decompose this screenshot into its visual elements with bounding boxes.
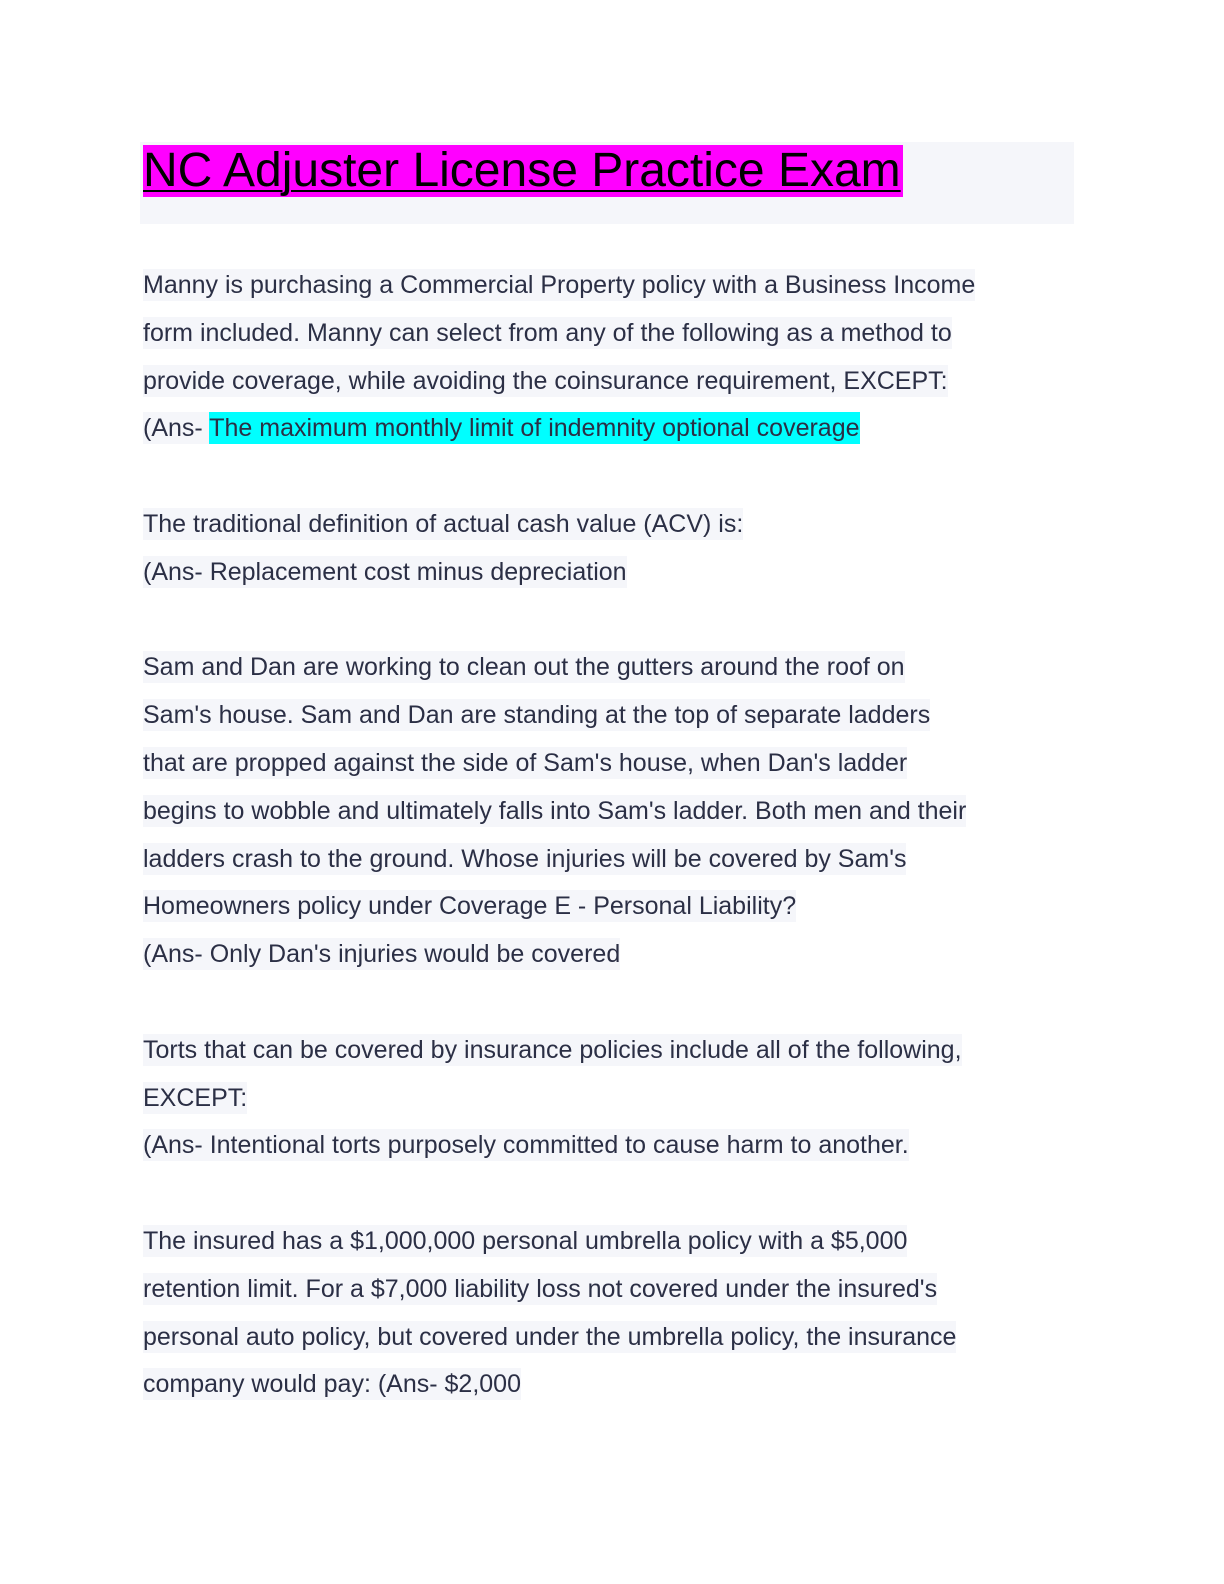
question-line: The insured has a $1,000,000 personal umbrella policy with a $5,000 [143,1226,908,1255]
answer-line [143,1361,1083,1409]
question-5 [143,1218,1083,1409]
question-line: that are propped against the side of Sam's house, when Dan's ladder [143,748,908,777]
answer-text: Intentional torts purposely committed to cause harm to another. [209,1131,909,1160]
question-line: provide coverage, while avoiding the coinsurance requirement, EXCEPT: [143,366,948,395]
question-line: personal auto policy, but covered under the umbrella policy, the insurance [143,1322,957,1351]
question-1 [143,262,1083,453]
spacer [143,1170,1083,1218]
answer-line [143,931,1083,979]
answer-prefix: (Ans- [143,1131,210,1160]
question-line: Sam and Dan are working to clean out the gutters around the roof on [143,653,905,682]
question-line: begins to wobble and ultimately falls into Sam's ladder. Both men and their [143,796,967,825]
question-list [143,262,1083,1409]
question-line: The traditional definition of actual cash value (ACV) is: [143,509,744,538]
answer-text: Replacement cost minus depreciation [209,557,627,586]
question-3 [143,644,1083,979]
answer-line [143,549,1083,597]
question-2 [143,501,1083,597]
answer-line [143,405,1083,453]
question-line: Homeowners policy under Coverage E - Personal Liability? [143,892,797,921]
question-4 [143,1027,1083,1170]
question-line: Sam's house. Sam and Dan are standing at the top of separate ladders [143,701,931,730]
question-line: ladders crash to the ground. Whose injuries will be covered by Sam's [143,844,907,873]
answer-prefix: (Ans- [143,940,210,969]
answer-text: company would pay: (Ans- $2,000 [143,1370,521,1399]
question-line: retention limit. For a $7,000 liability loss not covered under the insured's [143,1274,938,1303]
answer-prefix: (Ans- [143,557,210,586]
question-line: Torts that can be covered by insurance policies include all of the following, [143,1035,962,1064]
spacer [143,597,1083,645]
answer-prefix: (Ans- [143,414,210,443]
highlighted-answer: The maximum monthly limit of indemnity optional coverage [209,414,860,443]
question-line: form included. Manny can select from any of the following as a method to [143,318,952,347]
answer-line [143,1122,1083,1170]
page-title: NC Adjuster License Practice Exam [143,144,901,197]
spacer [143,979,1083,1027]
answer-text: Only Dan's injuries would be covered [209,940,621,969]
question-line: EXCEPT: [143,1083,248,1112]
question-line: Manny is purchasing a Commercial Property policy with a Business Income [143,271,976,299]
spacer [143,453,1083,501]
